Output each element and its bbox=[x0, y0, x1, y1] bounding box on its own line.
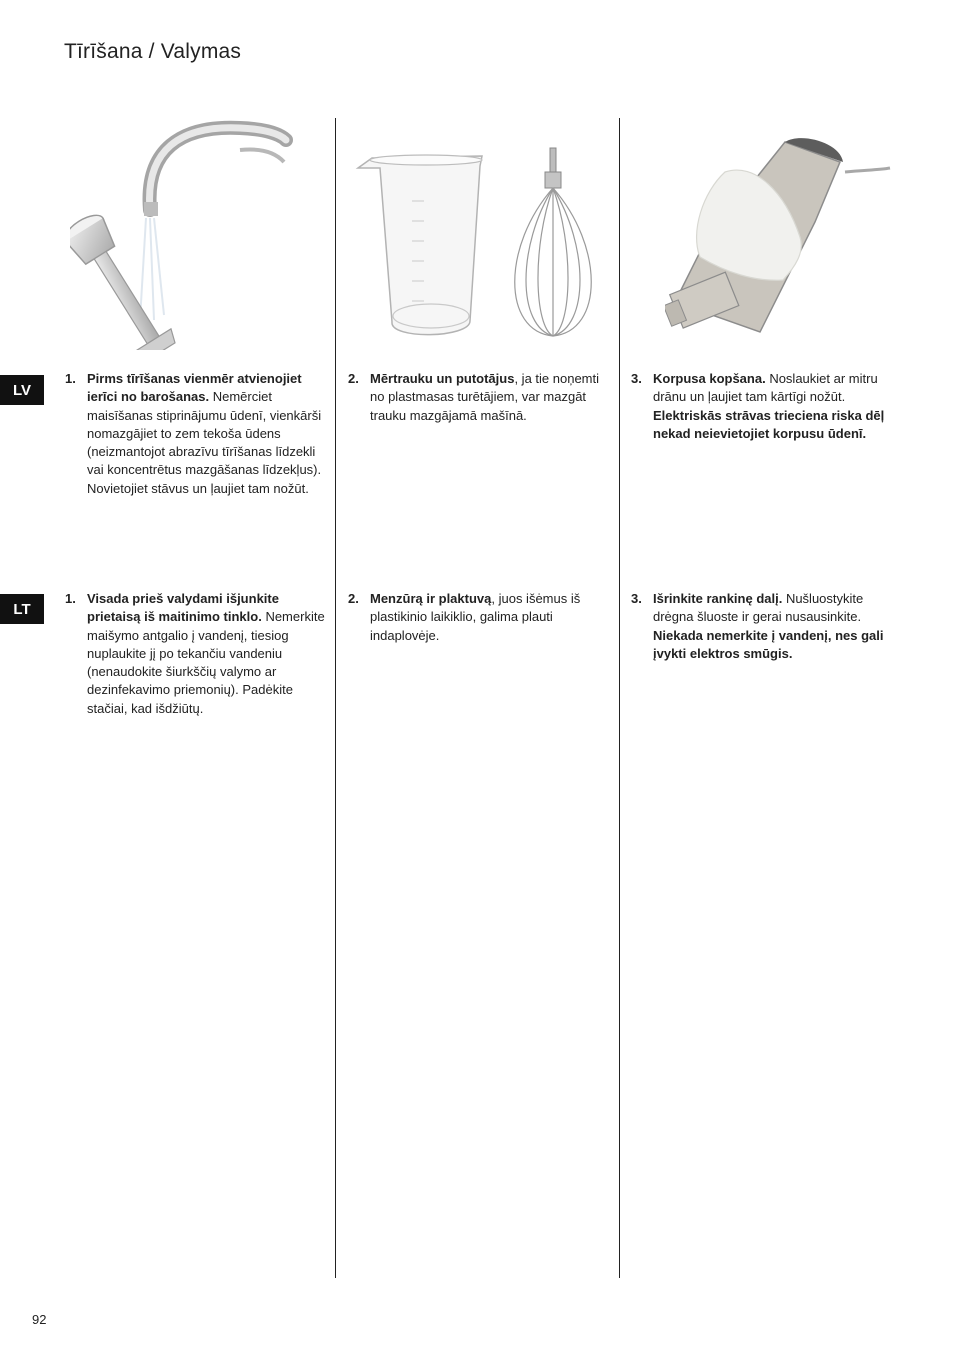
item-number: 3. bbox=[631, 371, 642, 386]
item-number: 2. bbox=[348, 371, 359, 386]
item-number: 1. bbox=[65, 371, 76, 386]
item-heading: Išrinkite rankinę dalį. bbox=[653, 591, 783, 606]
item-text: , juos išėmus iš plastikinio laikiklio, galima plauti indaplovėje. bbox=[370, 591, 581, 643]
lt-item-1 bbox=[65, 590, 327, 718]
column-divider-1 bbox=[335, 118, 336, 1278]
beaker-and-whisk-illustration bbox=[352, 146, 602, 346]
item-heading: Korpusa kopšana. bbox=[653, 371, 766, 386]
lv-item-2 bbox=[348, 370, 610, 425]
lt-item-3 bbox=[631, 590, 893, 663]
lt-item-2 bbox=[348, 590, 610, 645]
item-number: 1. bbox=[65, 591, 76, 606]
blender-shaft-under-faucet-illustration bbox=[70, 120, 300, 350]
page-title: Tīrīšana / Valymas bbox=[64, 40, 242, 63]
item-heading: Menzūrą ir plaktuvą bbox=[370, 591, 492, 606]
item-text: Noslaukiet ar mitru drānu un ļaujiet tam kārtīgi nožūt. bbox=[653, 371, 878, 405]
language-tab-lv: LV bbox=[0, 375, 44, 405]
item-heading: Visada prieš valydami išjunkite prietaisą iš maitinimo tinklo. bbox=[87, 591, 279, 625]
item-text: , ja tie noņemti no plastmasas turētājiem, var mazgāt trauku mazgājamā mašīnā. bbox=[370, 371, 599, 423]
item-number: 2. bbox=[348, 591, 359, 606]
lv-item-1 bbox=[65, 370, 327, 498]
item-heading: Pirms tīrīšanas vienmēr atvienojiet ierīci no barošanas. bbox=[87, 371, 302, 405]
item-text: Nušluostykite drėgna šluoste ir gerai nusausinkite. bbox=[653, 591, 864, 625]
language-tab-lt: LT bbox=[0, 594, 44, 624]
item-text: Nemērciet maisīšanas stiprinājumu ūdenī, vienkārši nomazgājiet to zem tekoša ūdens (neizmantojot abrazīvu tīrīšanas līdzekli vai koncentrētus mazgāšanas līdzekļus). Novietojiet stāvus un ļaujiet tam nožūt. bbox=[87, 389, 322, 496]
item-number: 3. bbox=[631, 591, 642, 606]
lv-item-3 bbox=[631, 370, 893, 443]
item-heading: Mērtrauku un putotājus bbox=[370, 371, 515, 386]
item-warning: Niekada nemerkite į vandenį, nes gali įvykti elektros smūgis. bbox=[653, 627, 884, 661]
item-text: Nemerkite maišymo antgalio į vandenį, tiesiog nuplaukite jį po tekančiu vandeniu (nenaudokite šiurkščių valymo ar dezinfekavimo priemonių). Padėkite stačiai, kad išdžiūtų. bbox=[87, 609, 325, 716]
column-divider-2 bbox=[619, 118, 620, 1278]
item-warning: Elektriskās strāvas trieciena riska dēļ nekad neievietojiet korpusu ūdenī. bbox=[653, 407, 885, 441]
page-number: 92 bbox=[32, 1312, 47, 1327]
motor-body-wiping-illustration bbox=[665, 132, 895, 342]
